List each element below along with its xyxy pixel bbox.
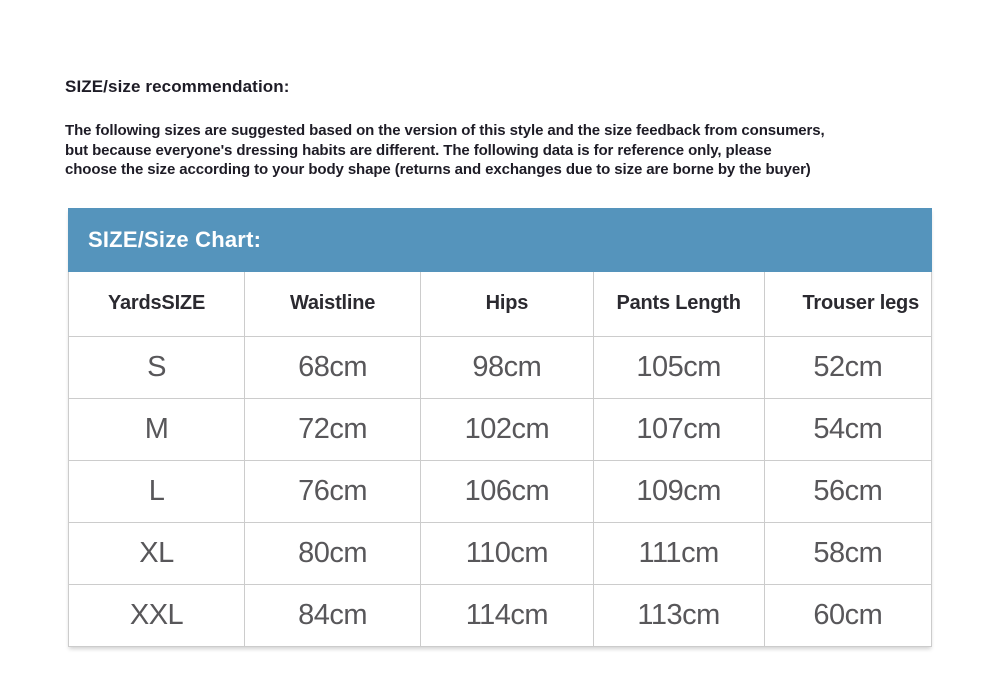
cell-trouser-legs: 52cm [764,336,931,398]
cell-hips: 114cm [421,584,594,646]
cell-size: XXL [69,584,245,646]
cell-pants-length: 111cm [593,522,764,584]
cell-waistline: 80cm [245,522,421,584]
description-line-3: choose the size according to your body shape (returns and exchanges due to size are borne by the buyer) [65,161,811,178]
column-header-waistline: Waistline [245,272,421,336]
cell-pants-length: 105cm [593,336,764,398]
cell-size: XL [69,522,245,584]
cell-hips: 106cm [421,460,594,522]
cell-trouser-legs: 56cm [764,460,931,522]
cell-trouser-legs: 58cm [764,522,931,584]
size-table [68,272,932,647]
cell-size: L [69,460,245,522]
description-line-2: but because everyone's dressing habits are different. The following data is for reference only, please [65,141,772,159]
cell-hips: 110cm [421,522,594,584]
size-description [65,121,825,180]
cell-pants-length: 113cm [593,584,764,646]
cell-waistline: 76cm [245,460,421,522]
table-header-row [69,272,932,336]
column-header-yards-size: YardsSIZE [69,272,245,336]
size-chart-banner: SIZE/Size Chart: [68,208,932,272]
cell-trouser-legs: 54cm [764,398,931,460]
cell-pants-length: 109cm [593,460,764,522]
table-row-xl [69,522,932,584]
page-title: SIZE/size recommendation: [65,77,290,96]
cell-waistline: 84cm [245,584,421,646]
cell-trouser-legs: 60cm [764,584,931,646]
cell-waistline: 68cm [245,336,421,398]
size-chart [68,208,932,647]
table-row-xxl [69,584,932,646]
cell-waistline: 72cm [245,398,421,460]
column-header-pants-length: Pants Length [593,272,764,336]
cell-hips: 98cm [421,336,594,398]
description-line-1: The following sizes are suggested based on the version of this style and the size feedback from consumers, [65,122,825,139]
table-row-s [69,336,932,398]
cell-size: M [69,398,245,460]
cell-pants-length: 107cm [593,398,764,460]
table-row-l [69,460,932,522]
cell-hips: 102cm [421,398,594,460]
column-header-trouser-legs: Trouser legs [764,272,931,336]
cell-size: S [69,336,245,398]
column-header-hips: Hips [421,272,594,336]
table-row-m [69,398,932,460]
